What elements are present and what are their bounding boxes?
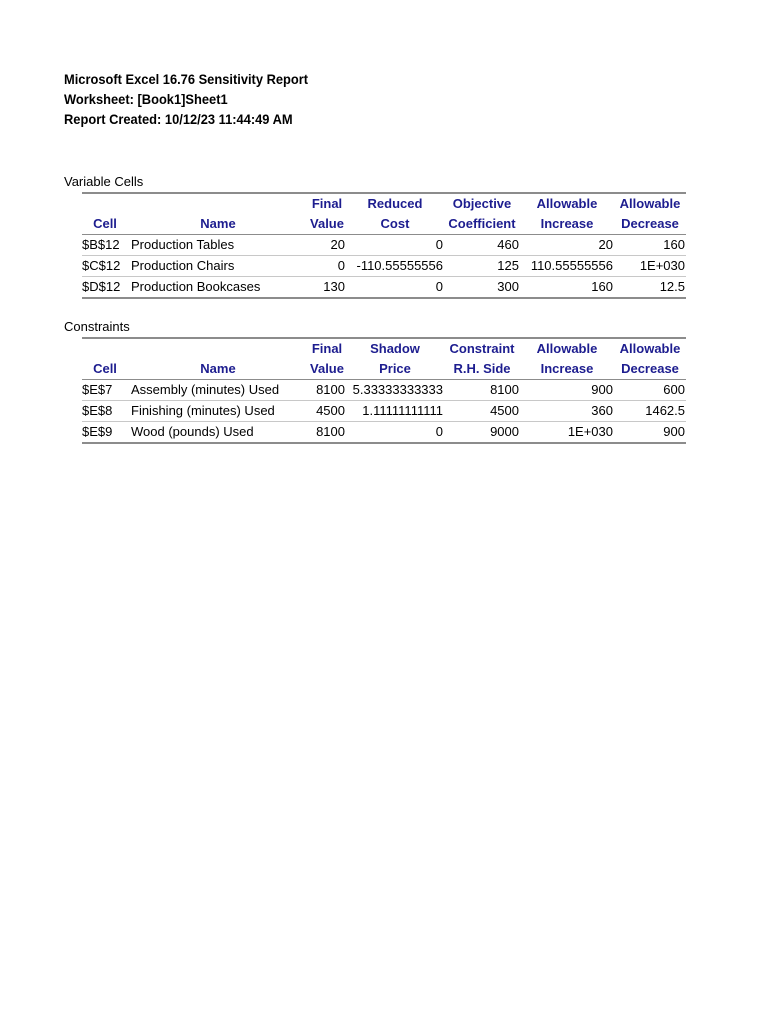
table-row xyxy=(82,235,686,256)
column-header-allowable: Allowable xyxy=(520,193,614,214)
allowable-decrease: 1462.5 xyxy=(614,401,686,422)
column-header-objective: Objective xyxy=(444,193,520,214)
objective-coefficient: 125 xyxy=(444,256,520,277)
constraint-rh-side: 8100 xyxy=(444,380,520,401)
cell-name: Finishing (minutes) Used xyxy=(128,401,308,422)
column-header-increase: Increase xyxy=(520,214,614,235)
cell-name: Production Tables xyxy=(128,235,308,256)
variable-cells-label: Variable Cells xyxy=(64,174,144,189)
column-header xyxy=(128,338,308,359)
final-value: 0 xyxy=(308,256,346,277)
cell-name: Production Bookcases xyxy=(128,277,308,299)
objective-coefficient: 460 xyxy=(444,235,520,256)
column-header-name: Name xyxy=(128,359,308,380)
final-value: 8100 xyxy=(308,380,346,401)
shadow-price: 5.33333333333 xyxy=(346,380,444,401)
worksheet-label: Worksheet: [Book1]Sheet1 xyxy=(64,91,228,107)
reduced-cost: 0 xyxy=(346,277,444,299)
column-header-constraint: Constraint xyxy=(444,338,520,359)
table-row xyxy=(82,401,686,422)
column-header-price: Price xyxy=(346,359,444,380)
final-value: 130 xyxy=(308,277,346,299)
allowable-decrease: 1E+030 xyxy=(614,256,686,277)
column-header-allowable: Allowable xyxy=(520,338,614,359)
constraints-table xyxy=(82,337,686,444)
allowable-decrease: 160 xyxy=(614,235,686,256)
cell-ref: $D$12 xyxy=(82,277,128,299)
column-header xyxy=(82,193,128,214)
allowable-increase: 20 xyxy=(520,235,614,256)
allowable-increase: 1E+030 xyxy=(520,422,614,444)
final-value: 4500 xyxy=(308,401,346,422)
column-header-value: Value xyxy=(308,359,346,380)
final-value: 8100 xyxy=(308,422,346,444)
column-header-allowable: Allowable xyxy=(614,193,686,214)
shadow-price: 1.11111111111 xyxy=(346,401,444,422)
cell-ref: $E$7 xyxy=(82,380,128,401)
report-title: Microsoft Excel 16.76 Sensitivity Report xyxy=(64,71,309,87)
column-header-final: Final xyxy=(308,193,346,214)
report-header xyxy=(64,69,308,129)
allowable-decrease: 900 xyxy=(614,422,686,444)
allowable-decrease: 600 xyxy=(614,380,686,401)
column-header-increase: Increase xyxy=(520,359,614,380)
allowable-increase: 160 xyxy=(520,277,614,299)
column-header-shadow: Shadow xyxy=(346,338,444,359)
reduced-cost: 0 xyxy=(346,235,444,256)
report-created-label: Report Created: 10/12/23 11:44:49 AM xyxy=(64,111,293,127)
reduced-cost: -110.55555556 xyxy=(346,256,444,277)
column-header-final: Final xyxy=(308,338,346,359)
constraint-rh-side: 9000 xyxy=(444,422,520,444)
column-header-rh-side: R.H. Side xyxy=(444,359,520,380)
cell-ref: $C$12 xyxy=(82,256,128,277)
column-header-decrease: Decrease xyxy=(614,359,686,380)
column-header-cell: Cell xyxy=(82,214,128,235)
table-row xyxy=(82,256,686,277)
cell-name: Assembly (minutes) Used xyxy=(128,380,308,401)
column-header xyxy=(128,193,308,214)
shadow-price: 0 xyxy=(346,422,444,444)
allowable-increase: 900 xyxy=(520,380,614,401)
allowable-increase: 360 xyxy=(520,401,614,422)
column-header-cost: Cost xyxy=(346,214,444,235)
allowable-decrease: 12.5 xyxy=(614,277,686,299)
column-header-reduced: Reduced xyxy=(346,193,444,214)
table-row xyxy=(82,277,686,299)
constraints-label: Constraints xyxy=(64,319,130,334)
table-row xyxy=(82,422,686,444)
cell-ref: $E$9 xyxy=(82,422,128,444)
column-header-cell: Cell xyxy=(82,359,128,380)
cell-ref: $B$12 xyxy=(82,235,128,256)
cell-name: Production Chairs xyxy=(128,256,308,277)
column-header-allowable: Allowable xyxy=(614,338,686,359)
column-header-value: Value xyxy=(308,214,346,235)
final-value: 20 xyxy=(308,235,346,256)
column-header xyxy=(82,338,128,359)
allowable-increase: 110.55555556 xyxy=(520,256,614,277)
constraint-rh-side: 4500 xyxy=(444,401,520,422)
cell-ref: $E$8 xyxy=(82,401,128,422)
table-row xyxy=(82,380,686,401)
objective-coefficient: 300 xyxy=(444,277,520,299)
cell-name: Wood (pounds) Used xyxy=(128,422,308,444)
variable-cells-table xyxy=(82,192,686,299)
column-header-coefficient: Coefficient xyxy=(444,214,520,235)
column-header-name: Name xyxy=(128,214,308,235)
column-header-decrease: Decrease xyxy=(614,214,686,235)
